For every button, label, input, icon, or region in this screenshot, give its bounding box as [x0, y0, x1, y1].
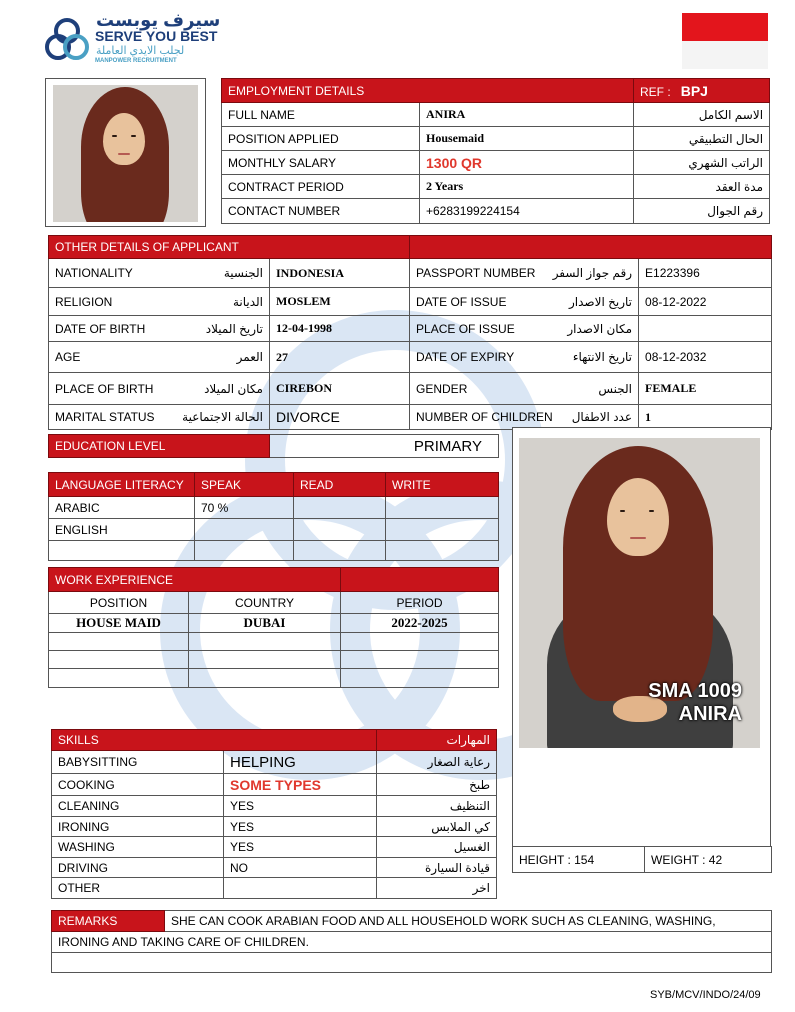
table-row	[49, 651, 499, 669]
other-details-header: OTHER DETAILS OF APPLICANT	[49, 236, 410, 259]
logo-english-name: SERVE YOU BEST	[95, 28, 218, 44]
place-of-birth-label: PLACE OF BIRTH	[55, 381, 154, 396]
place-of-issue-ar: مكان الاصدار	[567, 321, 633, 336]
remarks-label: REMARKS	[52, 911, 165, 932]
skill-ar: كي الملابس	[377, 817, 497, 837]
write-header: WRITE	[386, 473, 499, 497]
contact-number-ar: رقم الجوال	[634, 199, 770, 224]
date-of-expiry-label: DATE OF EXPIRY	[416, 350, 515, 364]
interlocking-rings-logo-icon	[43, 15, 91, 65]
skill-value: YES	[224, 817, 377, 837]
small-photo-frame	[45, 78, 206, 227]
write-value	[386, 497, 499, 519]
table-row	[52, 796, 497, 817]
logo-arabic-name: سيرف يوبست	[96, 10, 221, 30]
ref-value: BPJ	[680, 82, 708, 99]
education-level-label: EDUCATION LEVEL	[49, 435, 270, 458]
read-value	[294, 519, 386, 541]
language-name: ENGLISH	[49, 519, 195, 541]
employment-details-table	[221, 78, 770, 224]
age-value: 27	[270, 342, 410, 373]
date-of-issue-ar: تاريخ الاصدار	[569, 294, 633, 309]
weight-value: WEIGHT : 42	[645, 847, 772, 873]
large-photo-frame	[512, 427, 771, 847]
religion-value: MOSLEM	[270, 288, 410, 316]
applicant-photo-small	[53, 85, 198, 222]
skill-value: YES	[224, 796, 377, 817]
table-row	[52, 751, 497, 774]
indonesia-flag-icon	[682, 13, 768, 69]
table-row	[52, 878, 497, 899]
position-applied-ar: الحال التطبيقي	[634, 127, 770, 151]
position-applied-label: POSITION APPLIED	[222, 127, 420, 151]
age-ar: العمر	[236, 350, 263, 364]
gender-ar: الجنس	[598, 381, 633, 396]
speak-header: SPEAK	[195, 473, 294, 497]
skill-label: DRIVING	[52, 858, 224, 878]
skills-header-ar: المهارات	[377, 730, 497, 751]
passport-number-ar: رقم جواز السفر	[552, 266, 633, 280]
measurements-table	[512, 846, 772, 873]
skill-ar: طبخ	[377, 774, 497, 796]
age-label: AGE	[55, 350, 81, 364]
remarks-line-1: SHE CAN COOK ARABIAN FOOD AND ALL HOUSEHOLD WORK SUCH AS CLEANING, WASHING,	[165, 911, 772, 932]
date-of-birth-ar: تاريخ الميلاد	[205, 321, 263, 336]
date-of-expiry-ar: تاريخ الانتهاء	[572, 350, 633, 364]
number-of-children-label: NUMBER OF CHILDREN	[416, 410, 553, 424]
education-level-value: PRIMARY	[270, 435, 499, 458]
ref-label: REF :	[640, 84, 671, 99]
skill-label: WASHING	[52, 837, 224, 858]
work-experience-header: WORK EXPERIENCE	[49, 568, 341, 592]
language-literacy-table	[48, 472, 499, 561]
monthly-salary-ar: الراتب الشهري	[634, 151, 770, 175]
table-row	[52, 837, 497, 858]
place-of-birth-value: CIREBON	[270, 373, 410, 405]
language-name: ARABIC	[49, 497, 195, 519]
nationality-ar: الجنسية	[223, 266, 263, 280]
work-position: HOUSE MAID	[49, 614, 189, 633]
table-row	[49, 497, 499, 519]
period-column-header: PERIOD	[341, 592, 499, 614]
skills-header: SKILLS	[52, 730, 377, 751]
skill-value: NO	[224, 858, 377, 878]
full-name-label: FULL NAME	[222, 103, 420, 127]
marital-status-value: DIVORCE	[270, 405, 410, 430]
passport-number-label: PASSPORT NUMBER	[416, 266, 536, 280]
religion-label: RELIGION	[55, 294, 113, 309]
contract-period-label: CONTRACT PERIOD	[222, 175, 420, 199]
table-row	[52, 858, 497, 878]
ref-cell	[634, 79, 770, 103]
date-of-birth-value: 12-04-1998	[270, 316, 410, 342]
skill-ar: التنظيف	[377, 796, 497, 817]
logo-sub: MANPOWER RECRUITMENT	[95, 58, 177, 64]
skill-value: YES	[224, 837, 377, 858]
write-value	[386, 519, 499, 541]
work-country: DUBAI	[189, 614, 341, 633]
skills-table	[51, 729, 497, 899]
contract-period-value: 2 Years	[420, 175, 634, 199]
full-name-value: ANIRA	[420, 103, 634, 127]
skill-value: SOME TYPES	[224, 774, 377, 796]
date-of-expiry-value: 08-12-2032	[639, 342, 772, 373]
table-row	[49, 633, 499, 651]
date-of-birth-label: DATE OF BIRTH	[55, 321, 146, 336]
marital-status-ar: الحالة الاجتماعية	[182, 410, 263, 424]
position-applied-value: Housemaid	[420, 127, 634, 151]
employment-details-header: EMPLOYMENT DETAILS	[222, 79, 634, 103]
table-row	[49, 669, 499, 688]
skill-ar: قيادة السيارة	[377, 858, 497, 878]
contact-number-value: +6283199224154	[420, 199, 634, 224]
position-column-header: POSITION	[49, 592, 189, 614]
work-experience-table	[48, 567, 499, 688]
photo-label	[630, 680, 742, 726]
skill-value: HELPING	[224, 751, 377, 774]
skill-label: COOKING	[52, 774, 224, 796]
table-row	[52, 817, 497, 837]
place-of-issue-value	[639, 316, 772, 342]
remarks-table	[51, 910, 772, 973]
full-name-ar: الاسم الكامل	[634, 103, 770, 127]
read-value	[294, 497, 386, 519]
number-of-children-value: 1	[639, 405, 772, 430]
skill-label: IRONING	[52, 817, 224, 837]
other-details-table	[48, 235, 772, 430]
gender-value: FEMALE	[639, 373, 772, 405]
photo-label-code: SMA 1009	[648, 680, 742, 702]
speak-value: 70 %	[195, 497, 294, 519]
place-of-issue-label: PLACE OF ISSUE	[416, 321, 515, 336]
contract-period-ar: مدة العقد	[634, 175, 770, 199]
photo-label-name: ANIRA	[678, 703, 742, 725]
table-row	[49, 541, 499, 561]
remarks-line-2: IRONING AND TAKING CARE OF CHILDREN.	[52, 932, 772, 953]
table-row	[52, 774, 497, 796]
skill-ar: رعاية الصغار	[377, 751, 497, 774]
speak-value	[195, 519, 294, 541]
skill-label: OTHER	[52, 878, 224, 899]
skill-label: BABYSITTING	[52, 751, 224, 774]
contact-number-label: CONTACT NUMBER	[222, 199, 420, 224]
monthly-salary-label: MONTHLY SALARY	[222, 151, 420, 175]
gender-label: GENDER	[416, 381, 468, 396]
work-period: 2022-2025	[341, 614, 499, 633]
table-row	[49, 519, 499, 541]
date-of-issue-label: DATE OF ISSUE	[416, 294, 507, 309]
nationality-label: NATIONALITY	[55, 266, 133, 280]
place-of-birth-ar: مكان الميلاد	[204, 381, 263, 396]
country-column-header: COUNTRY	[189, 592, 341, 614]
table-row	[49, 614, 499, 633]
nationality-value: INDONESIA	[270, 259, 410, 288]
skill-ar: اخر	[377, 878, 497, 899]
logo-arabic-sub: لجلب الايدي العاملة	[96, 45, 185, 57]
passport-number-value: E1223396	[639, 259, 772, 288]
monthly-salary-value: 1300 QR	[420, 151, 634, 175]
marital-status-label: MARITAL STATUS	[55, 410, 155, 424]
document-code: SYB/MCV/INDO/24/09	[650, 989, 761, 1001]
skill-value	[224, 878, 377, 899]
language-literacy-header: LANGUAGE LITERACY	[49, 473, 195, 497]
skill-label: CLEANING	[52, 796, 224, 817]
skill-ar: الغسيل	[377, 837, 497, 858]
height-value: HEIGHT : 154	[513, 847, 645, 873]
religion-ar: الديانة	[232, 294, 263, 309]
date-of-issue-value: 08-12-2022	[639, 288, 772, 316]
education-table	[48, 434, 499, 458]
read-header: READ	[294, 473, 386, 497]
number-of-children-ar: عدد الاطفال	[571, 410, 633, 424]
